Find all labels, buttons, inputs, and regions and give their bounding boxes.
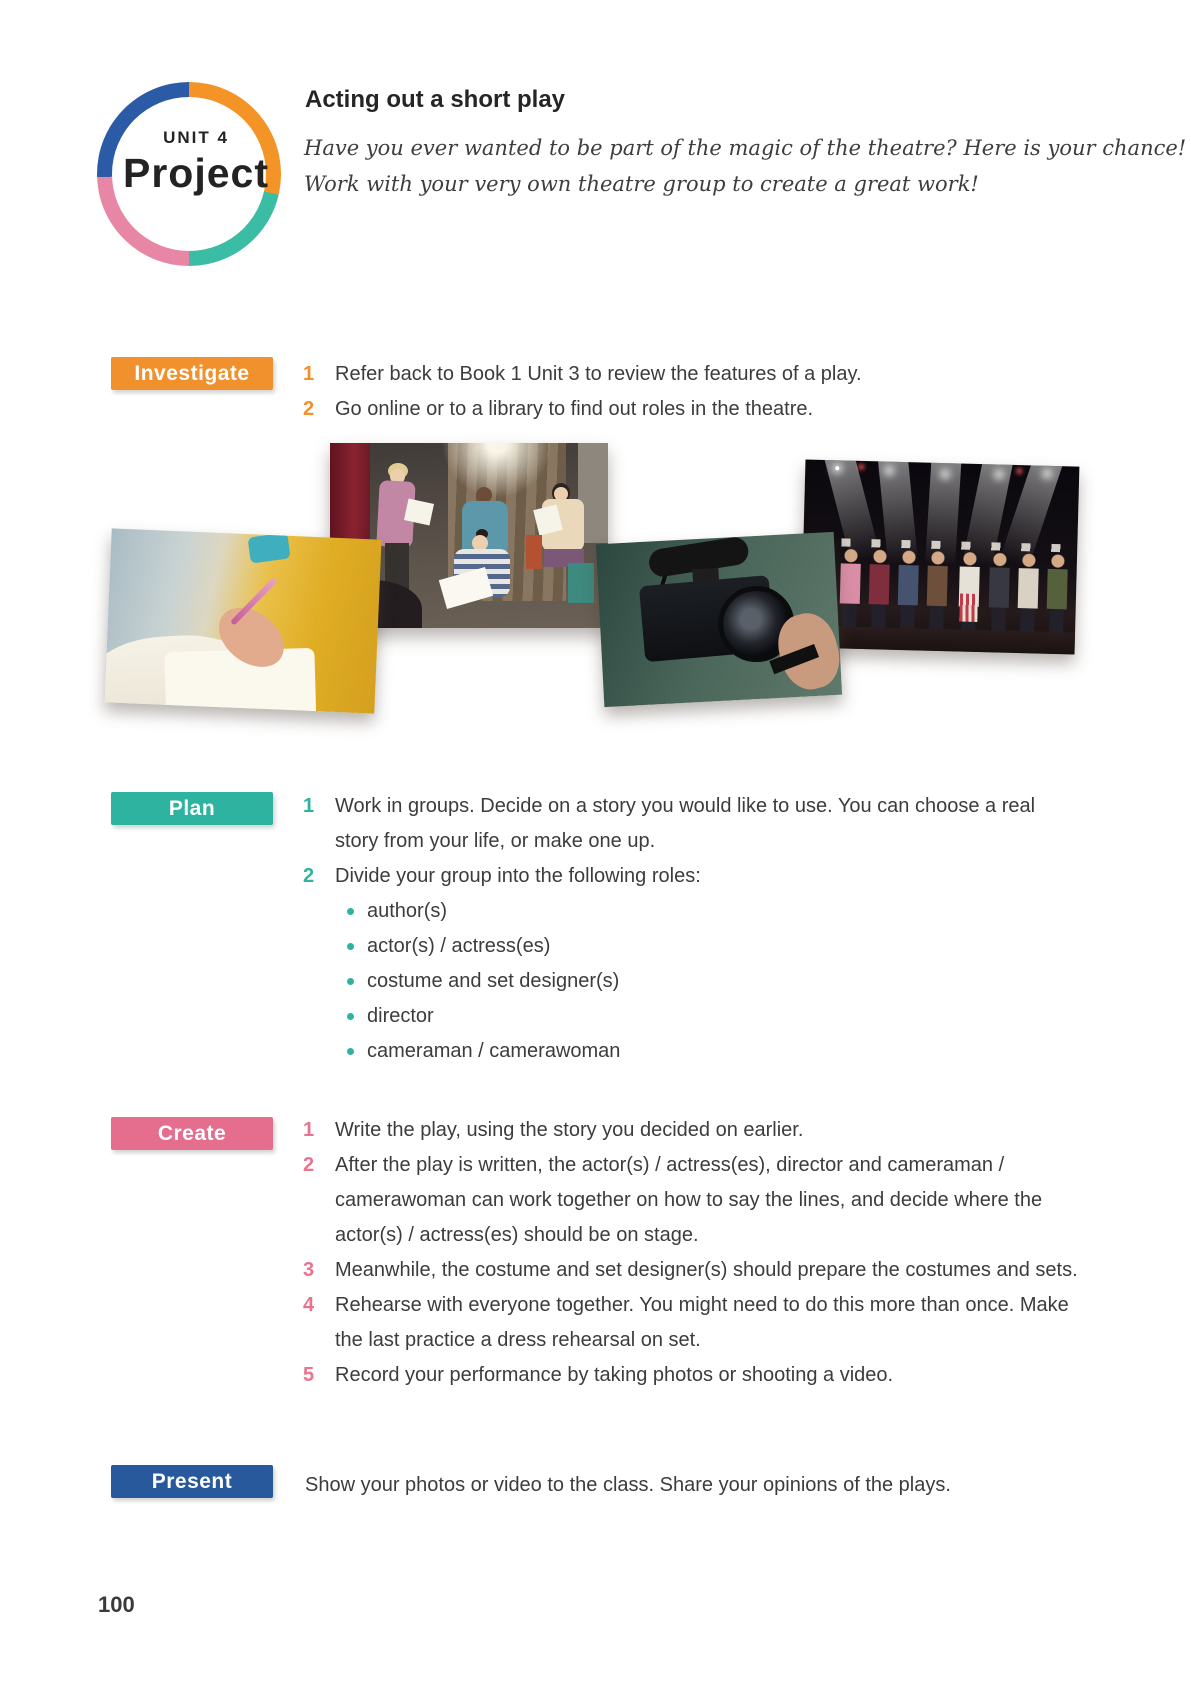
step-text: Rehearse with everyone together. You might need to do this more than once. Make the last practice a dress rehearsal on set. [335, 1294, 1069, 1351]
step-item [303, 357, 1103, 392]
step-number: 5 [303, 1364, 315, 1386]
page-number: 100 [98, 1592, 135, 1617]
page-title: Acting out a short play [305, 86, 566, 113]
intro-line-1: Have you ever wanted to be part of the magic of the theatre? Here is your chance! [304, 136, 1187, 160]
actor-figure [985, 552, 1013, 631]
present-badge: Present [111, 1465, 273, 1498]
logo-text [104, 128, 288, 197]
step-item [303, 789, 1103, 859]
step-number: 1 [303, 363, 315, 385]
create-badge: Create [111, 1117, 273, 1150]
role-item [303, 929, 1103, 964]
bullet-dot-icon [347, 978, 354, 985]
photo-writing [104, 528, 381, 713]
step-text: Write the play, using the story you decided on earlier. [335, 1119, 804, 1141]
actor-figure [1043, 554, 1071, 633]
step-item [303, 392, 1103, 427]
step-number: 2 [303, 865, 315, 887]
actor-figure [923, 551, 951, 630]
role-text: author(s) [367, 900, 448, 922]
role-item [303, 999, 1103, 1034]
step-text: Refer back to Book 1 Unit 3 to review the features of a play. [335, 363, 862, 385]
investigate-list [303, 357, 1103, 427]
present-text: Show your photos or video to the class. Share your opinions of the plays. [305, 1474, 951, 1496]
project-label: Project [123, 150, 269, 196]
bullet-dot-icon [347, 908, 354, 915]
step-text: After the play is written, the actor(s) / actress(es), director and cameraman / camerawoman can work together on how to say the lines, and decide where the actor(s) / actress(es) should be on stage. [335, 1154, 1043, 1246]
actor-figure [836, 548, 864, 627]
step-number: 1 [303, 795, 315, 817]
actor-figure [1014, 553, 1042, 632]
bullet-dot-icon [347, 943, 354, 950]
step-item [303, 859, 1103, 894]
step-number: 4 [303, 1294, 315, 1316]
role-item [303, 1034, 1103, 1069]
actor-figure [894, 550, 922, 629]
step-item [303, 1358, 1103, 1393]
step-number: 1 [303, 1119, 315, 1141]
role-text: costume and set designer(s) [367, 970, 620, 992]
step-item [303, 1288, 1103, 1358]
step-text: Divide your group into the following roles: [335, 865, 701, 887]
striped-costume [959, 594, 978, 622]
role-text: actor(s) / actress(es) [367, 935, 551, 957]
unit-project-logo [97, 82, 281, 266]
step-text: Record your performance by taking photos or shooting a video. [335, 1364, 894, 1386]
unit-label: UNIT 4 [163, 128, 229, 147]
step-number: 3 [303, 1259, 315, 1281]
step-text: Meanwhile, the costume and set designer(s) should prepare the costumes and sets. [335, 1259, 1078, 1281]
actor-figure [865, 549, 893, 628]
investigate-badge: Investigate [111, 357, 273, 390]
step-item [303, 1113, 1103, 1148]
role-text: cameraman / camerawoman [367, 1040, 621, 1062]
create-list [303, 1113, 1103, 1393]
bullet-dot-icon [347, 1048, 354, 1055]
plan-list [303, 789, 1103, 1069]
photo-stage [801, 459, 1080, 654]
intro-line-2: Work with your very own theatre group to create a great work! [304, 172, 979, 196]
photo-camera [596, 532, 842, 707]
role-item [303, 894, 1103, 929]
step-text: Go online or to a library to find out roles in the theatre. [335, 398, 814, 420]
plan-badge: Plan [111, 792, 273, 825]
step-number: 2 [303, 398, 315, 420]
step-item [303, 1253, 1103, 1288]
step-text: Work in groups. Decide on a story you would like to use. You can choose a real story from your life, or make one up. [335, 795, 1036, 852]
role-text: director [367, 1005, 434, 1027]
role-item [303, 964, 1103, 999]
bullet-dot-icon [347, 1013, 354, 1020]
step-number: 2 [303, 1154, 315, 1176]
step-item [303, 1148, 1103, 1253]
